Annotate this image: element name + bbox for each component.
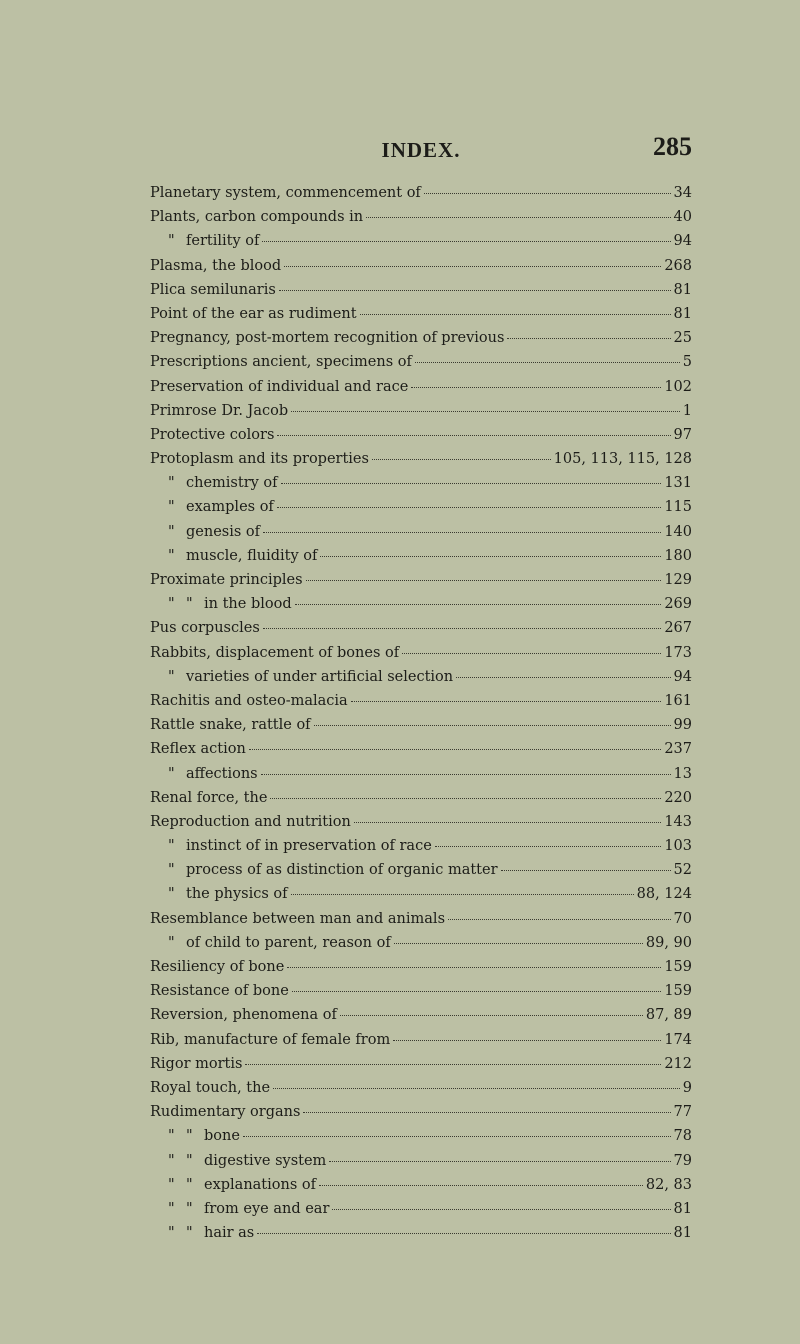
ditto-mark: " [168, 886, 175, 903]
ditto-mark: " [186, 596, 193, 613]
index-entry-page: 9 [682, 1079, 692, 1096]
ditto-mark: " [168, 233, 175, 250]
index-entry-label: instinct of in preservation of race [186, 838, 432, 855]
index-entry-page: 220 [664, 789, 692, 806]
ditto-mark: " [168, 765, 175, 782]
index-entry [150, 403, 692, 427]
index-entry-label: Rigor mortis [150, 1055, 243, 1072]
ditto-mark: " [186, 1128, 193, 1145]
index-entry-page: 173 [664, 644, 692, 661]
index-entry-page: 174 [664, 1031, 692, 1048]
index-entry-label: Plants, carbon compounds in [150, 209, 364, 226]
dot-leader [279, 289, 671, 291]
index-entry-label: Rabbits, displacement of bones of [150, 644, 400, 661]
index-entry-page: 129 [664, 572, 692, 588]
ditto-mark: " [168, 1152, 175, 1169]
index-entry-label: bone [204, 1128, 240, 1145]
index-entry [150, 330, 692, 354]
index-entry-label: Resistance of bone [150, 983, 289, 1000]
index-entry [150, 814, 692, 838]
index-entry-page: 5 [682, 354, 692, 371]
index-entry-page: 237 [664, 741, 692, 758]
index-entry-label: digestive system [204, 1152, 327, 1169]
index-entry-page: 94 [673, 233, 692, 250]
index-entry-label: genesis of [186, 523, 261, 540]
dot-leader [277, 506, 662, 508]
dot-leader [332, 1208, 670, 1210]
dot-leader [319, 1184, 643, 1186]
index-entry-label: varieties of under artificial selection [186, 668, 454, 685]
dot-leader [354, 821, 662, 823]
dot-leader [366, 216, 670, 218]
index-entry-label: Point of the ear as rudiment [150, 305, 357, 322]
index-entry-label: Royal touch, the [150, 1079, 271, 1096]
index-entry-label: examples of [186, 499, 274, 516]
dot-leader [261, 773, 671, 775]
dot-leader [340, 1014, 643, 1016]
index-entry [150, 475, 692, 499]
index-entry [150, 499, 692, 523]
index-entry-page: 79 [673, 1152, 692, 1169]
ditto-mark: " [168, 596, 175, 613]
dot-leader [243, 1135, 671, 1137]
page-number: 285 [653, 132, 692, 161]
index-entry [150, 1056, 692, 1080]
index-entry-label: Pus corpuscles [150, 620, 260, 637]
index-entry-label: of child to parent, reason of [186, 934, 391, 951]
dot-leader [249, 748, 661, 750]
index-entry [150, 1007, 692, 1031]
dot-leader [245, 1063, 661, 1065]
index-entry-page: 87, 89 [645, 1007, 692, 1024]
index-entry-page: 34 [673, 185, 692, 201]
index-entry-label: hair as [204, 1225, 255, 1242]
index-entry-label: Proximate principles [150, 572, 303, 588]
dot-leader [393, 1039, 661, 1041]
index-entry [150, 258, 692, 282]
index-entry-page: 115 [664, 499, 692, 516]
ditto-mark: " [186, 1200, 193, 1217]
index-entry-page: 269 [664, 596, 692, 613]
index-entry-page: 268 [664, 257, 692, 274]
index-entry-label: Preservation of individual and race [150, 378, 409, 395]
index-entry [150, 886, 692, 910]
dot-leader [263, 531, 661, 533]
dot-leader [320, 555, 661, 557]
index-entry-page: 1 [682, 402, 692, 419]
index-entry [150, 862, 692, 886]
index-entry-page: 140 [664, 523, 692, 540]
dot-leader [435, 845, 662, 847]
index-entry [150, 1201, 692, 1225]
index-entry-label: Plasma, the blood [150, 257, 282, 274]
index-entry [150, 548, 692, 572]
index-list [150, 185, 692, 1249]
index-entry-label: Rudimentary organs [150, 1104, 301, 1121]
ditto-mark: " [168, 1176, 175, 1193]
index-entry [150, 209, 692, 233]
index-entry [150, 379, 692, 403]
ditto-mark: " [186, 1176, 193, 1193]
dot-leader [270, 797, 661, 799]
index-entry [150, 1177, 692, 1201]
index-entry-label: explanations of [204, 1176, 316, 1193]
index-entry [150, 1153, 692, 1177]
index-entry-page: 161 [664, 692, 692, 709]
ditto-mark: " [168, 499, 175, 516]
index-entry [150, 354, 692, 378]
dot-leader [262, 240, 670, 242]
ditto-mark: " [168, 862, 175, 879]
index-entry [150, 669, 692, 693]
index-entry-page: 89, 90 [645, 934, 692, 951]
dot-leader [360, 313, 671, 315]
index-entry-page: 82, 83 [645, 1176, 692, 1193]
ditto-mark: " [168, 475, 175, 492]
index-entry-label: Prescriptions ancient, specimens of [150, 354, 412, 371]
dot-leader [507, 337, 670, 339]
index-entry [150, 645, 692, 669]
ditto-mark: " [186, 1152, 193, 1169]
index-entry-page: 131 [664, 475, 692, 492]
index-entry [150, 620, 692, 644]
index-entry-label: Protective colors [150, 426, 275, 443]
index-entry [150, 282, 692, 306]
dot-leader [415, 361, 680, 363]
ditto-mark: " [168, 1200, 175, 1217]
ditto-mark: " [168, 838, 175, 855]
index-entry [150, 1128, 692, 1152]
dot-leader [411, 386, 661, 388]
index-entry-label: Planetary system, commencement of [150, 185, 421, 201]
index-entry [150, 838, 692, 862]
index-entry-page: 52 [673, 862, 692, 879]
index-entry-page: 94 [673, 668, 692, 685]
page-header [150, 132, 692, 168]
index-entry-page: 97 [673, 426, 692, 443]
dot-leader [448, 918, 671, 920]
index-entry [150, 959, 692, 983]
index-entry-label: Reflex action [150, 741, 246, 758]
index-entry-label: Rattle snake, rattle of [150, 717, 311, 734]
ditto-mark: " [168, 934, 175, 951]
dot-leader [277, 434, 670, 436]
index-entry-page: 159 [664, 959, 692, 975]
index-entry-page: 105, 113, 115, 128 [553, 451, 692, 468]
ditto-mark: " [168, 668, 175, 685]
index-entry-page: 70 [673, 910, 692, 927]
dot-leader [257, 1232, 670, 1234]
index-entry-page: 103 [664, 838, 692, 855]
index-entry-page: 81 [673, 1225, 692, 1242]
dot-leader [291, 893, 634, 895]
index-entry-label: from eye and ear [204, 1200, 330, 1217]
dot-leader [329, 1160, 670, 1162]
dot-leader [295, 603, 662, 605]
index-entry-label: the physics of [186, 886, 288, 903]
index-entry [150, 766, 692, 790]
index-entry-page: 78 [673, 1128, 692, 1145]
index-entry-page: 180 [664, 547, 692, 564]
index-entry-page: 143 [664, 813, 692, 830]
index-entry [150, 572, 692, 596]
dot-leader [394, 942, 643, 944]
ditto-mark: " [168, 523, 175, 540]
index-entry [150, 717, 692, 741]
index-entry [150, 1225, 692, 1249]
index-entry-label: Resemblance between man and animals [150, 910, 446, 927]
index-entry [150, 1104, 692, 1128]
index-entry-label: Protoplasm and its properties [150, 451, 369, 468]
index-entry [150, 790, 692, 814]
index-entry-page: 102 [664, 378, 692, 395]
dot-leader [263, 627, 662, 629]
dot-leader [351, 700, 662, 702]
index-entry-label: affections [186, 765, 258, 782]
index-entry-page: 81 [673, 1200, 692, 1217]
index-entry-page: 159 [664, 983, 692, 1000]
index-entry-page: 13 [673, 765, 692, 782]
index-entry [150, 983, 692, 1007]
dot-leader [287, 966, 661, 968]
index-entry-label: Resiliency of bone [150, 959, 285, 975]
index-entry [150, 306, 692, 330]
dot-leader [291, 410, 680, 412]
dot-leader [303, 1111, 670, 1113]
ditto-mark: " [168, 1128, 175, 1145]
index-entry-label: Reproduction and nutrition [150, 813, 351, 830]
ditto-mark: " [186, 1225, 193, 1242]
index-entry [150, 427, 692, 451]
index-entry-page: 81 [673, 281, 692, 298]
index-entry-page: 25 [673, 330, 692, 347]
index-entry-label: chemistry of [186, 475, 278, 492]
index-entry-label: Pregnancy, post-mortem recognition of previous [150, 330, 505, 347]
dot-leader [292, 990, 662, 992]
index-entry [150, 596, 692, 620]
dot-leader [402, 652, 661, 654]
index-entry [150, 524, 692, 548]
index-entry-label: Renal force, the [150, 789, 268, 806]
index-entry-label: Rib, manufacture of female from [150, 1031, 391, 1048]
index-entry-label: Plica semilunaris [150, 281, 276, 298]
index-entry [150, 911, 692, 935]
index-entry-page: 267 [664, 620, 692, 637]
index-entry-page: 81 [673, 305, 692, 322]
index-entry-label: Primrose Dr. Jacob [150, 402, 289, 419]
dot-leader [501, 869, 671, 871]
index-entry-page: 99 [673, 717, 692, 734]
index-entry [150, 1032, 692, 1056]
index-entry [150, 451, 692, 475]
index-entry [150, 935, 692, 959]
index-entry [150, 1080, 692, 1104]
index-entry-label: fertility of [186, 233, 260, 250]
dot-leader [424, 192, 671, 194]
index-entry-page: 77 [673, 1104, 692, 1121]
index-entry [150, 693, 692, 717]
index-entry-label: process of as distinction of organic matter [186, 862, 498, 879]
dot-leader [281, 482, 662, 484]
ditto-mark: " [168, 1225, 175, 1242]
dot-leader [284, 265, 661, 267]
index-entry-label: Rachitis and osteo-malacia [150, 692, 348, 709]
index-entry-label: muscle, fluidity of [186, 547, 318, 564]
page-title: INDEX. [381, 138, 461, 162]
index-entry-label: Reversion, phenomena of [150, 1007, 337, 1024]
index-entry [150, 185, 692, 209]
dot-leader [273, 1087, 680, 1089]
index-entry-label: in the blood [204, 596, 292, 613]
dot-leader [456, 676, 670, 678]
index-entry-page: 88, 124 [636, 886, 692, 903]
ditto-mark: " [168, 547, 175, 564]
dot-leader [372, 458, 551, 460]
index-entry-page: 212 [664, 1055, 692, 1072]
index-entry [150, 741, 692, 765]
index-entry-page: 40 [673, 209, 692, 226]
dot-leader [306, 579, 662, 581]
dot-leader [314, 724, 671, 726]
index-entry [150, 233, 692, 257]
